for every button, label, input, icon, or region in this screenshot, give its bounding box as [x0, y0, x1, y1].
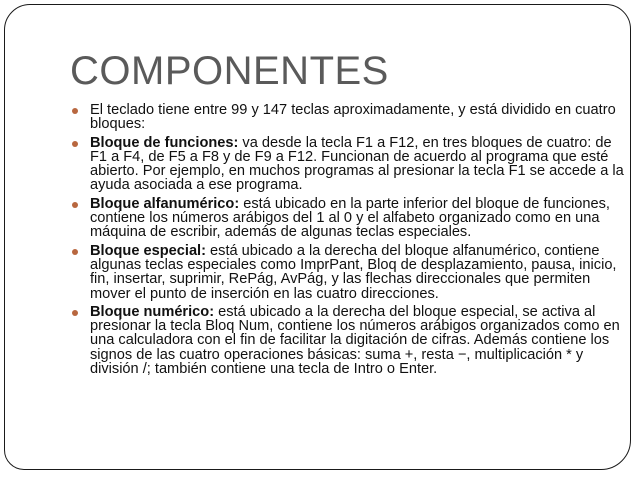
bullet-dot-icon [72, 310, 78, 316]
bullet-dot-icon [72, 141, 78, 147]
bullet-dot-icon [72, 202, 78, 208]
bullet-text: El teclado tiene entre 99 y 147 teclas aproximadamente, y está dividido en cuatro bloques: [90, 102, 616, 133]
slide-title: COMPONENTES [70, 49, 389, 93]
bullet-heading: Bloque especial: [90, 242, 206, 259]
bullet-item-alphanumeric-block [70, 197, 630, 240]
bullet-dot-icon [72, 108, 78, 114]
bullet-heading: Bloque numérico: [90, 303, 215, 320]
bullet-text: va desde la tecla F1 a F12, en tres bloques de cuatro: de F1 a F4, de F5 a F8 y de F9 a F12. Funcionan de acuerdo al programa que esté abierto. Por ejemplo, en muchos programas al presionar la tecla F1 se accede a la ayuda asociada a ese programa. [90, 134, 624, 194]
bullet-list [70, 103, 630, 380]
bullet-text: está ubicado a la derecha del bloque alfanumérico, contiene algunas teclas especiales como ImprPant, Bloq de desplazamiento, pausa, inicio, fin, insertar, suprimir, RePág, AvPág, y las flechas direccionales que permiten mover el punto de inserción en las cuatro direcciones. [90, 242, 617, 302]
bullet-item-keyboard [70, 103, 630, 132]
bullet-item-function-block [70, 136, 630, 193]
bullet-heading: Bloque de funciones: [90, 134, 239, 151]
bullet-item-special-block [70, 244, 630, 301]
bullet-heading: Bloque alfanumérico: [90, 195, 240, 212]
bullet-item-numeric-block [70, 305, 630, 376]
bullet-text: está ubicado a la derecha del bloque especial, se activa al presionar la tecla Bloq Num, contiene los números arábigos organizados como en una calculadora con el fin de facilitar la digitación de cifras. Además contiene los signos de las cuatro operaciones básicas: suma +, resta −, multiplicación * y división /; también contiene una tecla de Intro o Enter. [90, 303, 620, 378]
bullet-dot-icon [72, 249, 78, 255]
bullet-text: está ubicado en la parte inferior del bloque de funciones, contiene los números arábigos del 1 al 0 y el alfabeto organizado como en una máquina de escribir, además de algunas teclas especiales. [90, 195, 610, 241]
